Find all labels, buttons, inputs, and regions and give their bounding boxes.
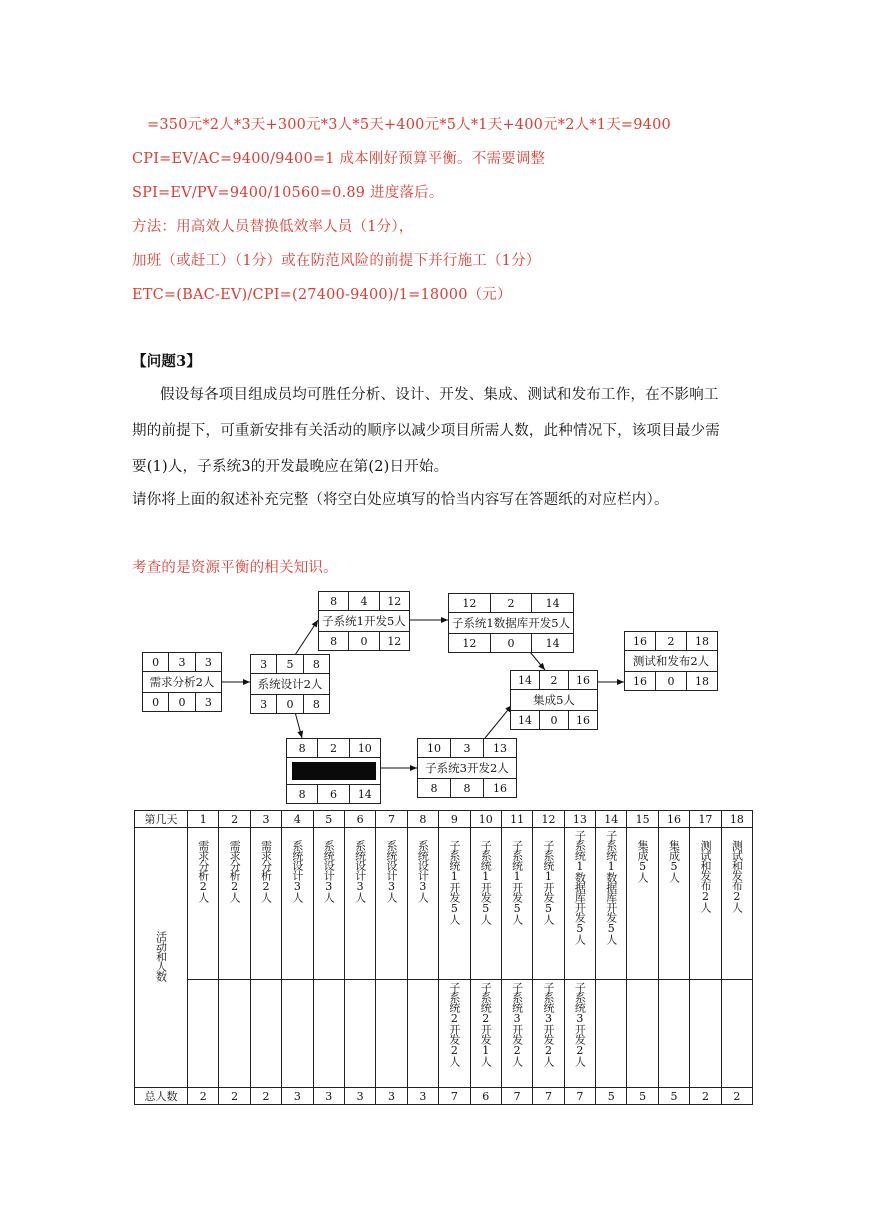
activity-cell-primary: 系统设计3人 [376,828,407,980]
method-line-2: 加班（或赶工）（1分）或在防范风险的前提下并行施工（1分） [132,253,541,269]
day-number: 5 [313,811,344,828]
day-header-label: 第几天 [135,811,188,828]
day-number: 9 [439,811,470,828]
day-number: 7 [376,811,407,828]
day-number: 2 [219,811,250,828]
activity-cell-primary: 需求分析2人 [188,828,219,980]
total-count: 5 [627,1088,658,1105]
activity-cell-secondary [596,980,627,1088]
activity-cell-primary: 子系统1数据库开发5人 [596,828,627,980]
method-line-1: 方法：用高效人员替换低效率人员（1分）， [132,219,414,235]
day-number: 12 [533,811,564,828]
cpi-line: CPI=EV/AC=9400/9400=1 成本刚好预算平衡。不需要调整 [132,151,546,167]
spi-line: SPI=EV/PV=9400/10560=0.89 进度落后。 [132,185,444,201]
question-heading: 【问题3】 [132,353,202,370]
total-count: 7 [564,1088,595,1105]
analysis-note: 考查的是资源平衡的相关知识。 [132,560,338,576]
total-count: 3 [282,1088,313,1105]
node-integration: 14 2 16 集成5人 14 0 16 [510,670,598,730]
total-count: 3 [344,1088,375,1105]
activity-cell-secondary [282,980,313,1088]
node-subsystem2-dev: 8 2 10 8 6 14 [286,738,381,804]
activity-cell-primary: 子系统1开发5人 [439,828,470,980]
activity-cell-primary: 子系统1开发5人 [533,828,564,980]
total-count: 7 [501,1088,532,1105]
day-number: 18 [721,811,752,828]
activity-cell-secondary: 子系统3开发2人 [533,980,564,1088]
total-count: 6 [470,1088,501,1105]
total-count: 7 [439,1088,470,1105]
arrow-des-sub1 [295,620,318,655]
node-subsystem1-db-dev: 12 2 14 子系统1数据库开发5人 12 0 14 [448,593,574,653]
activity-cell-secondary [250,980,281,1088]
node-subsystem1-dev: 8 4 12 子系统1开发5人 8 0 12 [318,591,410,651]
activity-cell-secondary [690,980,721,1088]
question-line-2: 期的前提下，可重新安排有关活动的顺序以减少项目所需人数，此种情况下，该项目最少需 [132,423,720,439]
total-count: 3 [407,1088,438,1105]
activity-cell-secondary [721,980,752,1088]
activity-cell-secondary [344,980,375,1088]
day-number: 11 [501,811,532,828]
day-number: 10 [470,811,501,828]
arrow-db-int [530,652,545,670]
activity-cell-secondary [188,980,219,1088]
etc-line: ETC=(BAC-EV)/CPI=(27400-9400)/1=18000（元） [132,287,512,303]
day-number: 6 [344,811,375,828]
node-system-design: 3 5 8 系统设计2人 3 0 8 [250,654,330,714]
activity-cell-secondary [407,980,438,1088]
day-number: 4 [282,811,313,828]
resource-schedule-table [134,810,753,1105]
activity-cell-primary: 集成5人 [627,828,658,980]
activity-cell-primary: 系统设计3人 [282,828,313,980]
calc-line-1: =350元*2人*3天+300元*3人*5天+400元*5人*1天+400元*2人*1天=9400 [147,117,671,133]
day-number: 17 [690,811,721,828]
activity-cell-primary: 系统设计3人 [313,828,344,980]
total-count: 2 [690,1088,721,1105]
node-test-release: 16 2 18 测试和发布2人 16 0 18 [624,631,718,691]
day-number: 16 [658,811,689,828]
activity-cell-secondary [313,980,344,1088]
activity-cell-secondary: 子系统2开发2人 [439,980,470,1088]
activity-cell-secondary [627,980,658,1088]
activity-cell-primary: 测试和发布2人 [690,828,721,980]
activity-cell-primary: 子系统1数据库开发5人 [564,828,595,980]
activity-cell-secondary: 子系统2开发1人 [470,980,501,1088]
total-count: 3 [376,1088,407,1105]
total-label: 总人数 [135,1088,188,1105]
activity-cell-primary: 需求分析2人 [250,828,281,980]
activity-cell-primary: 集成5人 [658,828,689,980]
question-line-3: 要(1)人，子系统3的开发最晚应在第(2)日开始。 [132,459,449,475]
total-count: 2 [250,1088,281,1105]
activity-cell-primary: 系统设计3人 [407,828,438,980]
question-line-1: 假设每各项目组成员均可胜任分析、设计、开发、集成、测试和发布工作，在不影响工 [160,387,719,403]
node-subsystem3-dev: 10 3 13 子系统3开发2人 8 8 16 [417,738,517,798]
arrow-des-sub2 [295,712,302,738]
activity-cell-primary: 子系统1开发5人 [501,828,532,980]
activity-cell-secondary: 子系统3开发2人 [501,980,532,1088]
total-count: 2 [219,1088,250,1105]
activity-label: 活动和人数 [135,828,188,1088]
day-number: 15 [627,811,658,828]
total-count: 2 [721,1088,752,1105]
activity-cell-primary: 测试和发布2人 [721,828,752,980]
day-number: 13 [564,811,595,828]
activity-cell-primary: 需求分析2人 [219,828,250,980]
total-count: 5 [596,1088,627,1105]
total-count: 2 [188,1088,219,1105]
activity-cell-primary: 系统设计3人 [344,828,375,980]
activity-cell-primary: 子系统1开发5人 [470,828,501,980]
day-number: 8 [407,811,438,828]
activity-cell-secondary: 子系统3开发2人 [564,980,595,1088]
activity-cell-secondary [658,980,689,1088]
total-count: 7 [533,1088,564,1105]
question-line-4: 请你将上面的叙述补充完整（将空白处应填写的恰当内容写在答题纸的对应栏内）。 [132,492,669,508]
total-count: 5 [658,1088,689,1105]
total-count: 3 [313,1088,344,1105]
day-number: 1 [188,811,219,828]
activity-cell-secondary [219,980,250,1088]
redacted-block [292,762,376,780]
arrow-sub3-int [485,705,512,738]
node-requirements-analysis: 0 3 3 需求分析2人 0 0 3 [142,652,222,712]
day-number: 3 [250,811,281,828]
day-number: 14 [596,811,627,828]
activity-cell-secondary [376,980,407,1088]
